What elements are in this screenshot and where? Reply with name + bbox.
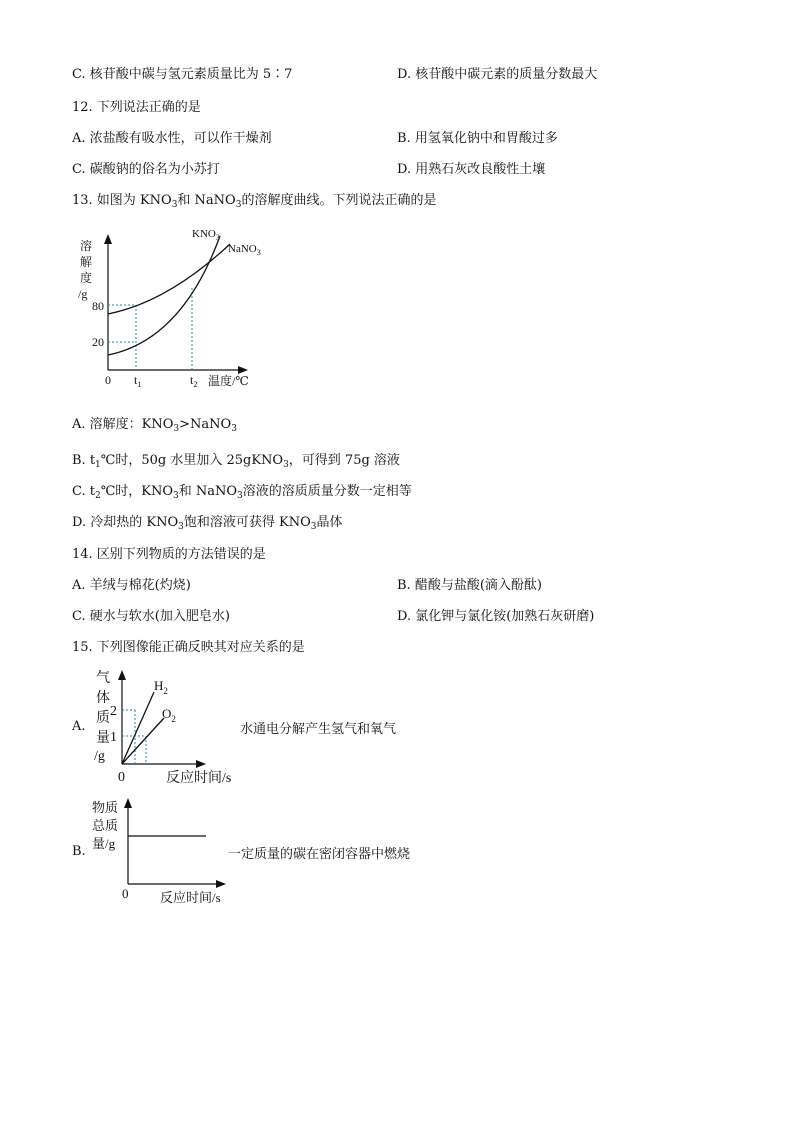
q12-option-a: A. 浓盐酸有吸水性，可以作干燥剂 xyxy=(72,131,272,146)
x-axis-label: 反应时间/s xyxy=(166,771,232,786)
kno3-curve xyxy=(108,236,220,355)
origin-label: 0 xyxy=(105,373,111,387)
h2-line xyxy=(122,692,154,764)
origin-label: 0 xyxy=(122,886,129,901)
q15-option-b-figure xyxy=(88,796,248,908)
q12-stem: 12. 下列说法正确的是 xyxy=(72,100,201,115)
q14-option-b: B. 醋酸与盐酸(滴入酚酞) xyxy=(397,578,542,593)
y-axis-arrow xyxy=(104,234,112,244)
y-tick-20: 20 xyxy=(92,335,104,349)
x-axis-label: 温度/℃ xyxy=(208,374,249,388)
y-axis-arrow xyxy=(124,798,132,808)
kno3-label: $KNO_3$ xyxy=(192,228,220,242)
x-tick-t1: $t_1$ xyxy=(134,373,142,389)
q13-option-c: C. $t_2℃$时，$KNO_3$和 NaNO$_3$溶液的溶质质量分数一定相等 xyxy=(72,484,412,501)
y-label-char: /g xyxy=(78,287,88,301)
q14-option-c: C. 硬水与软水(加入肥皂水) xyxy=(72,609,230,624)
y-label-char: 量 xyxy=(96,731,110,746)
x-axis-arrow xyxy=(196,760,206,768)
q15-option-b-label: B. xyxy=(72,844,86,859)
q13-option-a: A. 溶解度：$KNO_3>NaNO_3$ xyxy=(72,417,237,434)
y-label-line: 量/g xyxy=(92,836,116,851)
y-label-line: 物质 xyxy=(92,800,119,815)
q15-option-b-caption: 一定质量的碳在密闭容器中燃烧 xyxy=(228,847,411,862)
y-label-char: 气 xyxy=(96,671,110,686)
origin-label: 0 xyxy=(118,770,125,785)
q15-option-a-figure xyxy=(88,664,258,790)
x-tick-t2: $t_2$ xyxy=(190,373,198,389)
x-axis-arrow xyxy=(238,366,248,374)
y-label-char: 质 xyxy=(96,711,110,726)
x-axis-label: 反应时间/s xyxy=(160,890,221,905)
q11-option-d: D. 核苷酸中碳元素的质量分数最大 xyxy=(397,67,598,82)
y-tick-2: 2 xyxy=(110,704,117,719)
q13-option-d: D. 冷却热的 $KNO_3$饱和溶液可获得 $KNO_3$晶体 xyxy=(72,515,343,532)
y-label-char: 解 xyxy=(80,255,93,269)
y-label-line: 总质 xyxy=(92,818,119,833)
q12-option-b: B. 用氢氧化钠中和胃酸过多 xyxy=(397,131,558,146)
q14-option-a: A. 羊绒与棉花(灼烧) xyxy=(72,578,191,593)
nano3-label: NaNO$_3$ xyxy=(228,243,261,257)
q12-option-c: C. 碳酸钠的俗名为小苏打 xyxy=(72,162,220,177)
solubility-curve-figure xyxy=(72,222,262,397)
o2-label: $O_2$ xyxy=(162,706,176,724)
y-tick-1: 1 xyxy=(110,730,117,745)
y-label-char: 溶 xyxy=(80,239,93,253)
x-axis-arrow xyxy=(216,880,226,888)
q11-option-c: C. 核苷酸中碳与氢元素质量比为 5∶7 xyxy=(72,67,293,82)
y-axis-arrow xyxy=(118,670,126,680)
h2-label: $H_2$ xyxy=(154,678,168,696)
q14-stem: 14. 区别下列物质的方法错误的是 xyxy=(72,547,266,562)
y-label-char: 度 xyxy=(80,271,93,285)
o2-line xyxy=(122,718,164,764)
q13-stem: 13. 如图为 $KNO_3$和 NaNO$_3$的溶解度曲线。下列说法正确的是 xyxy=(72,193,437,210)
y-label-char: 体 xyxy=(96,691,110,706)
q13-option-b: B. $t_1℃$时，50g 水里加入 25gKNO$_3$，可得到 75g 溶液 xyxy=(72,453,400,470)
q15-option-a-caption: 水通电分解产生氢气和氧气 xyxy=(240,722,397,737)
q12-option-d: D. 用熟石灰改良酸性土壤 xyxy=(397,162,546,177)
nano3-curve xyxy=(108,244,230,314)
y-tick-80: 80 xyxy=(92,299,104,313)
y-label-char: /g xyxy=(94,749,105,764)
q15-option-a-label: A. xyxy=(72,719,86,734)
q14-option-d: D. 氯化钾与氯化铵(加熟石灰研磨) xyxy=(397,609,595,624)
q15-stem: 15. 下列图像能正确反映其对应关系的是 xyxy=(72,640,305,655)
